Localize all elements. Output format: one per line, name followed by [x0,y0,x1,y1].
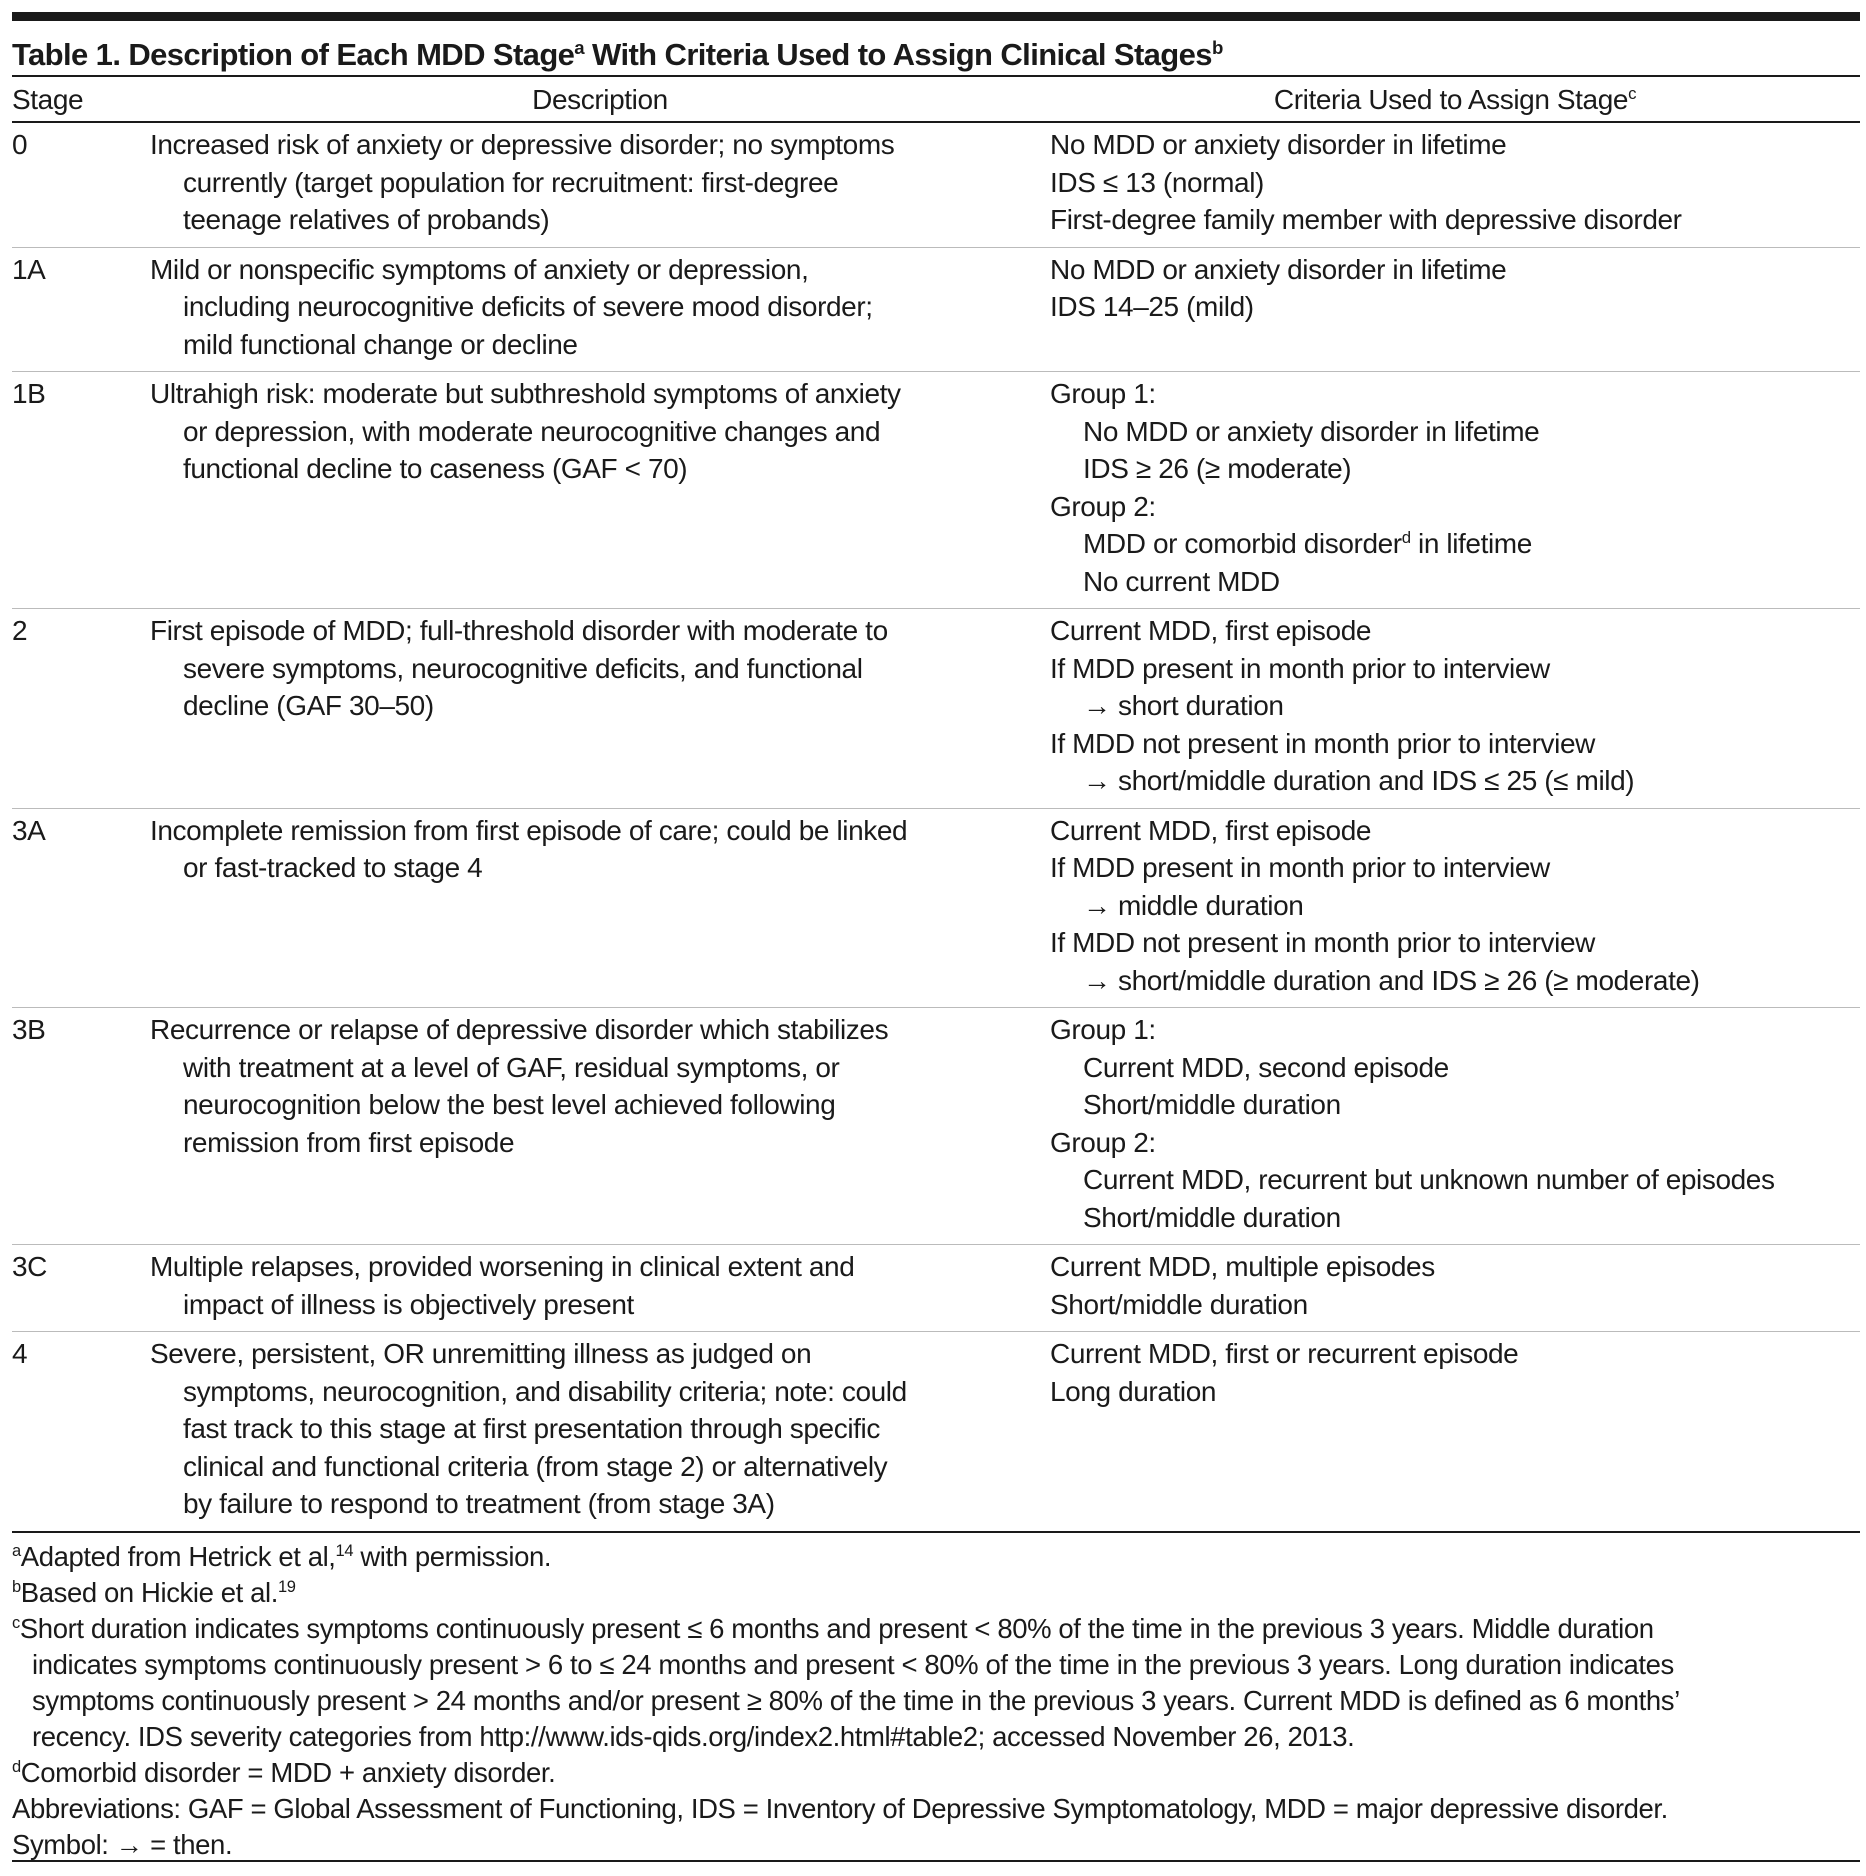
criteria-text: Group 2: [1050,1126,1156,1158]
criteria-line [1050,650,1860,688]
footnote-line [12,1539,1860,1575]
description-line: currently (target population for recruitment: first-degree [183,166,839,198]
criteria-text: Current MDD, recurrent but unknown number of episodes [1083,1164,1775,1195]
footnote-ref: 14 [335,1541,354,1560]
criteria-line [1050,1011,1860,1049]
description-line: Ultrahigh risk: moderate but subthreshold symptoms of anxiety [150,378,901,409]
criteria-sup: d [1401,527,1411,547]
description-line: or fast-tracked to stage 4 [183,852,483,883]
criteria-text-after: in lifetime [1410,528,1532,559]
criteria-cell [1050,1248,1860,1323]
criteria-text: Current MDD, second episode [1083,1051,1449,1083]
description-cell [150,251,1050,364]
criteria-cell [1050,1011,1860,1236]
criteria-text: Current MDD, first episode [1050,615,1372,646]
criteria-text: No MDD or anxiety disorder in lifetime [1050,253,1507,285]
criteria-line [1050,488,1860,526]
footnote-text: Comorbid disorder = MDD + anxiety disorder. [20,1756,556,1788]
footnote-line [12,1647,1860,1683]
description-line: clinical and functional criteria (from stage 2) or alternatively [183,1450,888,1482]
criteria-text: MDD or comorbid disorder [1083,528,1402,559]
top-rule [12,12,1860,21]
criteria-text: If MDD present in month prior to interview [1050,852,1550,883]
stage-cell: 3B [12,1014,46,1045]
criteria-line [1050,1199,1860,1237]
footnote-text-after: with permission. [353,1540,552,1572]
criteria-text: IDS 14–25 (mild) [1050,291,1254,322]
criteria-text: If MDD not present in month prior to interview [1050,927,1595,958]
criteria-text: → middle duration [1083,889,1304,921]
criteria-text: → short duration [1083,690,1284,721]
criteria-line [1050,563,1860,601]
criteria-text: Short/middle duration [1083,1089,1341,1120]
stage-cell: 1B [12,378,46,409]
footnote-text: symptoms continuously present > 24 months and/or present ≥ 80% of the time in the previous 3 years. Current MDD is defined as 6 months’ [32,1684,1680,1716]
criteria-line [1050,812,1860,850]
criteria-line [1050,525,1860,563]
criteria-cell [1050,375,1860,600]
criteria-cell [1050,251,1860,364]
description-line: teenage relatives of probands) [183,204,550,235]
footnote-text: Short duration indicates symptoms continuously present ≤ 6 months and present < 80% of the time in the previous 3 years. Middle duration [19,1612,1654,1644]
table-row [12,248,1860,372]
footnote-line [12,1827,1860,1863]
description-line: impact of illness is objectively present [183,1288,634,1320]
table-row [12,372,1860,608]
criteria-line [1050,164,1860,202]
description-line: including neurocognitive deficits of severe mood disorder; [183,291,873,322]
footnote-line [12,1683,1860,1719]
criteria-line [1050,1086,1860,1124]
description-line: mild functional change or decline [183,328,578,360]
criteria-line [1050,1373,1860,1411]
header-description: Description [532,84,668,115]
criteria-text: No MDD or anxiety disorder in lifetime [1083,415,1540,447]
description-line: fast track to this stage at first presentation through specific [183,1413,880,1444]
description-line: with treatment at a level of GAF, residual symptoms, or [183,1051,840,1083]
description-line: neurocognition below the best level achieved following [183,1089,836,1120]
footnote-line [12,1611,1860,1647]
footnote-text: Based on Hickie et al. [20,1576,278,1608]
table-body [12,123,1860,1531]
criteria-line [1050,887,1860,925]
title-sup-b: b [1211,36,1223,58]
description-line: Recurrence or relapse of depressive disorder which stabilizes [150,1014,889,1045]
footnote-line [12,1719,1860,1755]
criteria-text: No current MDD [1083,565,1280,597]
description-line: severe symptoms, neurocognitive deficits, and functional [183,652,863,684]
description-cell [150,1011,1050,1236]
description-cell [150,1248,1050,1323]
description-line: Increased risk of anxiety or depressive disorder; no symptoms [150,129,895,160]
criteria-text: If MDD present in month prior to interview [1050,652,1550,684]
criteria-line [1050,762,1860,800]
footnote-marker: c [12,1613,20,1632]
footnote-text: Adapted from Hetrick et al, [20,1540,336,1572]
header-criteria-text: Criteria Used to Assign Stage [1273,84,1629,115]
description-cell [150,375,1050,600]
criteria-line [1050,849,1860,887]
criteria-text: No MDD or anxiety disorder in lifetime [1050,129,1507,160]
criteria-text: If MDD not present in month prior to interview [1050,727,1595,759]
header-row [12,77,1860,121]
criteria-text: Short/middle duration [1050,1288,1308,1320]
stage-cell: 2 [12,615,28,646]
stage-cell: 1A [12,253,46,285]
table-row [12,1332,1860,1531]
table-title [12,35,1860,75]
footnote-text: Abbreviations: GAF = Global Assessment of Functioning, IDS = Inventory of Depressive Symptomatology, MDD = major depressive disorder. [12,1792,1668,1824]
footnote-ref: 19 [277,1577,296,1596]
description-line: remission from first episode [183,1126,515,1158]
criteria-line [1050,1335,1860,1373]
criteria-line [1050,924,1860,962]
criteria-line [1050,413,1860,451]
table-row [12,1008,1860,1244]
description-line: by failure to respond to treatment (from stage 3A) [183,1488,775,1519]
title-text-2: With Criteria Used to Assign Clinical Stages [584,37,1212,72]
description-line: Multiple relapses, provided worsening in clinical extent and [150,1251,855,1282]
stage-cell: 3C [12,1251,47,1282]
criteria-line [1050,687,1860,725]
description-line: Severe, persistent, OR unremitting illness as judged on [150,1338,812,1369]
criteria-text: Current MDD, multiple episodes [1050,1251,1435,1282]
criteria-line [1050,375,1860,413]
description-line: symptoms, neurocognition, and disability criteria; note: could [183,1375,907,1407]
criteria-line [1050,1124,1860,1162]
criteria-line [1050,201,1860,239]
footnote-marker: b [12,1577,21,1596]
criteria-line [1050,1049,1860,1087]
header-stage: Stage [12,84,84,115]
criteria-line [1050,126,1860,164]
criteria-text: → short/middle duration and IDS ≤ 25 (≤ mild) [1083,765,1635,796]
footnote-marker: a [12,1541,21,1560]
criteria-text: Short/middle duration [1083,1201,1341,1233]
criteria-line [1050,288,1860,326]
header-criteria [1050,81,1860,118]
criteria-text: IDS ≥ 26 (≥ moderate) [1083,453,1352,484]
criteria-text: Long duration [1050,1375,1217,1407]
footnote-line [12,1791,1860,1827]
table-1 [12,12,1860,1863]
table-row [12,609,1860,808]
title-text: Table 1. Description of Each MDD Stage [12,37,575,72]
table-row [12,1245,1860,1331]
footnote-text: indicates symptoms continuously present > 6 to ≤ 24 months and present < 80% of the time in the previous 3 years. Long duration indicates [32,1648,1674,1680]
criteria-line [1050,1286,1860,1324]
bottom-rule [12,1860,1860,1862]
description-line: or depression, with moderate neurocognitive changes and [183,415,881,447]
footnotes [12,1533,1860,1863]
criteria-line [1050,962,1860,1000]
criteria-cell [1050,812,1860,1000]
criteria-line [1050,725,1860,763]
footnote-text: Symbol: → = then. [12,1828,233,1860]
criteria-text: Group 1: [1050,378,1156,409]
description-cell [150,812,1050,1000]
description-line: functional decline to caseness (GAF < 70) [183,453,688,484]
criteria-line [1050,251,1860,289]
criteria-line [1050,1248,1860,1286]
criteria-text: → short/middle duration and IDS ≥ 26 (≥ moderate) [1083,964,1700,996]
criteria-text: Group 2: [1050,490,1156,522]
criteria-text: Group 1: [1050,1014,1156,1045]
stage-cell: 4 [12,1338,28,1369]
description-line: decline (GAF 30–50) [183,690,434,721]
criteria-cell [1050,126,1860,239]
criteria-text: First-degree family member with depressive disorder [1050,204,1682,235]
description-line: Incomplete remission from first episode of care; could be linked [150,814,908,846]
description-cell [150,612,1050,800]
footnote-marker: d [12,1757,21,1776]
footnote-text: recency. IDS severity categories from http://www.ids-qids.org/index2.html#table2; accessed November 26, 2013. [32,1720,1355,1752]
description-cell [150,126,1050,239]
criteria-line [1050,612,1860,650]
footnote-line [12,1755,1860,1791]
stage-cell: 0 [12,129,28,160]
criteria-line [1050,450,1860,488]
footnote-line [12,1575,1860,1611]
criteria-line [1050,1161,1860,1199]
criteria-cell [1050,1335,1860,1523]
header-criteria-sup: c [1628,83,1637,103]
table-row [12,809,1860,1008]
criteria-cell [1050,612,1860,800]
description-line: Mild or nonspecific symptoms of anxiety or depression, [150,253,809,285]
description-line: First episode of MDD; full-threshold disorder with moderate to [150,615,888,646]
criteria-text: IDS ≤ 13 (normal) [1050,166,1264,198]
title-sup-a: a [574,36,585,58]
criteria-text: Current MDD, first episode [1050,814,1372,846]
table-row [12,123,1860,247]
criteria-text: Current MDD, first or recurrent episode [1050,1338,1519,1369]
stage-cell: 3A [12,814,46,846]
description-cell [150,1335,1050,1523]
